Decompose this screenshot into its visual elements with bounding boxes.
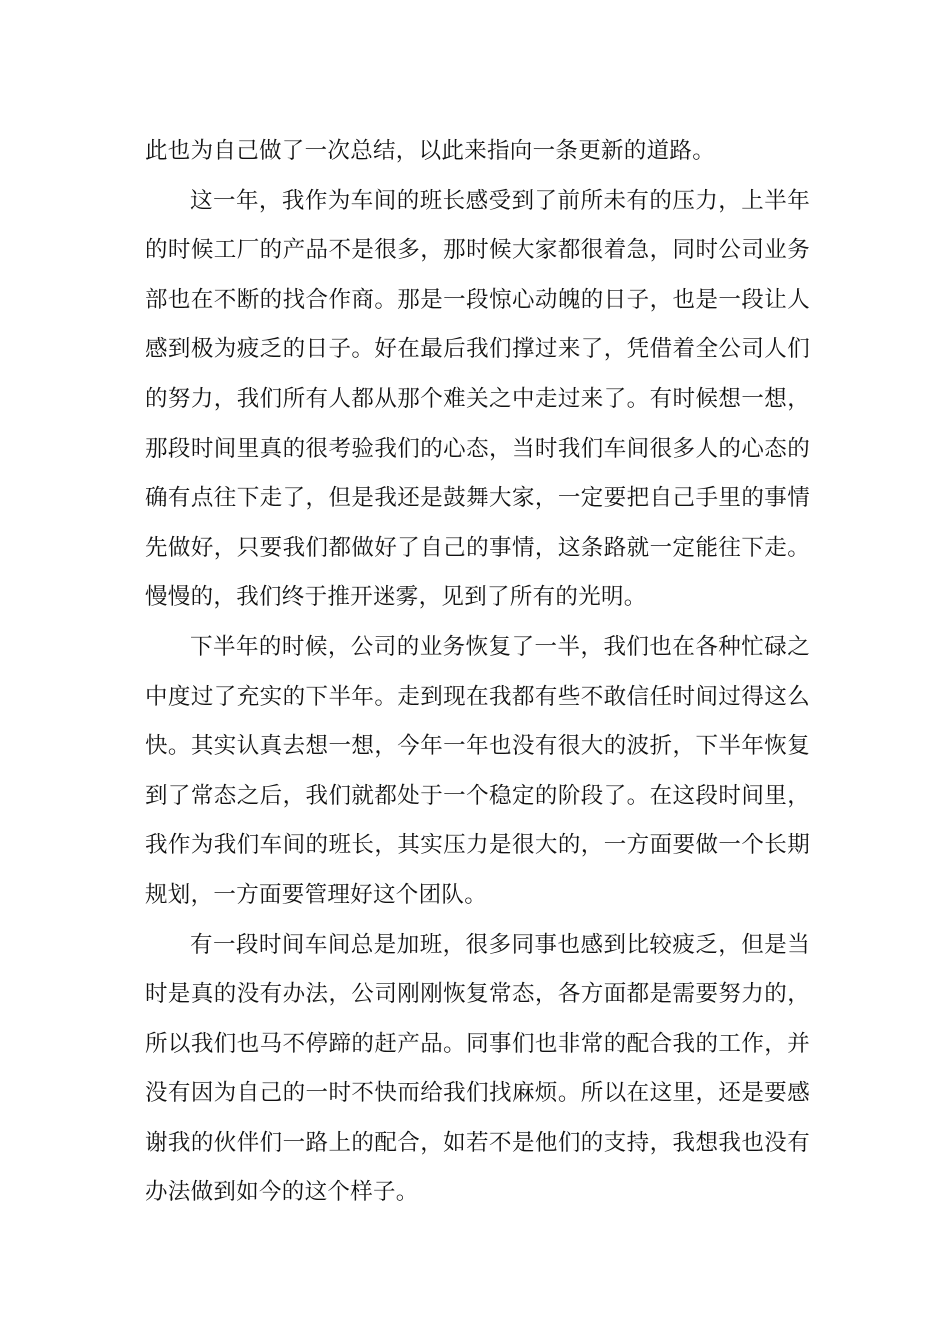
paragraph-1: 此也为自己做了一次总结，以此来指向一条更新的道路。 xyxy=(145,138,716,164)
document-body xyxy=(145,127,810,1218)
paragraph-2: 这一年，我作为车间的班长感受到了前所未有的压力，上半年的时候工厂的产品不是很多，那时候大家都很着急，同时公司业务部也在不断的找合作商。那是一段惊心动魄的日子，也是一段让人感到极为疲乏的日子。好在最后我们撑过来了，凭借着全公司人们的努力，我们所有人都从那个难关之中走过来了。有时候想一想，那段时间里真的很考验我们的心态，当时我们车间很多人的心态的确有点往下走了，但是我还是鼓舞大家，一定要把自己手里的事情先做好，只要我们都做好了自己的事情，这条路就一定能往下走。慢慢的，我们终于推开迷雾，见到了所有的光明。 xyxy=(145,187,810,611)
paragraph-4: 有一段时间车间总是加班，很多同事也感到比较疲乏，但是当时是真的没有办法，公司刚刚恢复常态，各方面都是需要努力的，所以我们也马不停蹄的赶产品。同事们也非常的配合我的工作，并没有因为自己的一时不快而给我们找麻烦。所以在这里，还是要感谢我的伙伴们一路上的配合，如若不是他们的支持，我想我也没有办法做到如今的这个样子。 xyxy=(145,931,810,1206)
paragraph-3: 下半年的时候，公司的业务恢复了一半，我们也在各种忙碌之中度过了充实的下半年。走到现在我都有些不敢信任时间过得这么快。其实认真去想一想，今年一年也没有很大的波折，下半年恢复到了常态之后，我们就都处于一个稳定的阶段了。在这段时间里，我作为我们车间的班长，其实压力是很大的，一方面要做一个长期规划，一方面要管理好这个团队。 xyxy=(145,633,810,908)
